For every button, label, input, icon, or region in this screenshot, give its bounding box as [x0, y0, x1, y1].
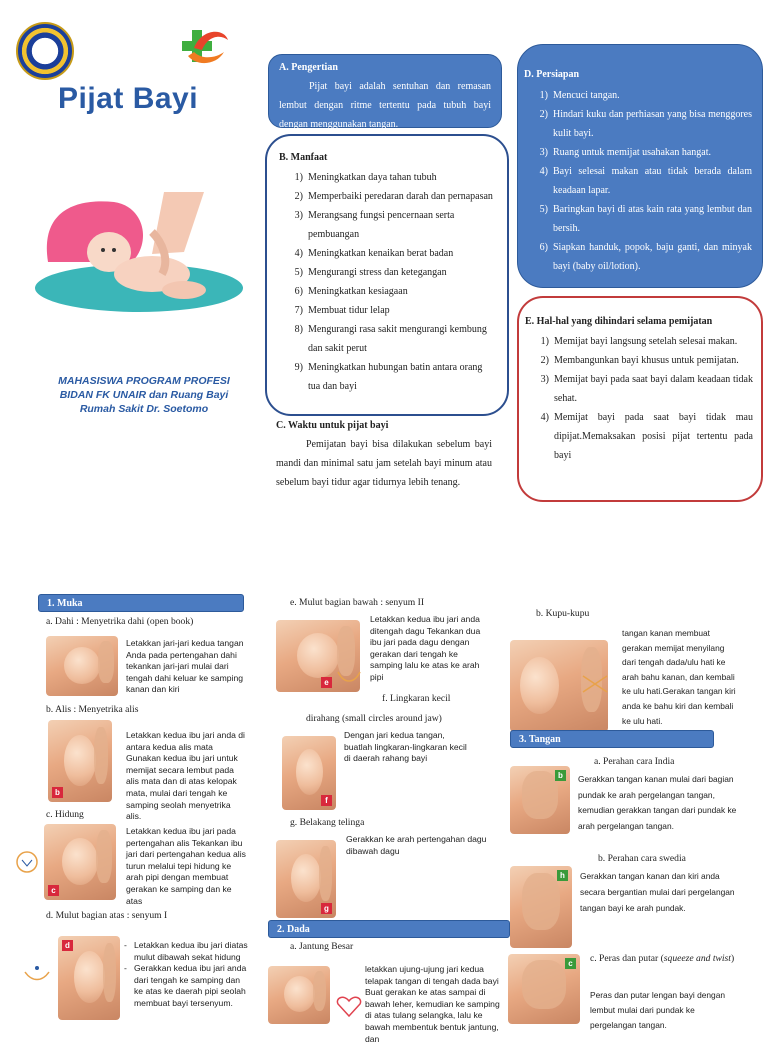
photo-hidung: c	[44, 824, 116, 900]
step-title-perahan-swedia: b. Perahan cara swedia	[598, 853, 686, 864]
step-title-senyum-2: e. Mulut bagian bawah : senyum II	[290, 597, 425, 608]
list-item: 2) Hindari kuku dan perhiasan yang bisa menggores kulit bayi.	[539, 109, 752, 139]
step-title-telinga: g. Belakang telinga	[290, 817, 365, 828]
step-text-peras-putar: Peras dan putar lengan bayi dengan lembut mulai dari pundak ke pergelangan tangan.	[590, 990, 726, 1030]
step-title-hidung: c. Hidung	[46, 809, 84, 820]
list-item: 7) Membuat tidur lelap	[294, 305, 390, 316]
step-title-lingkaran: f. Lingkaran kecil	[382, 693, 451, 704]
list-item: 1) Memijat bayi langsung setelah selesai makan.	[540, 336, 738, 347]
persiapan-list	[524, 86, 752, 276]
photo-perahan-swedia: h	[510, 866, 572, 948]
section-pengertian: A. Pengertian Pijat bayi adalah sentuhan dan remasan lembut dengan ritme tertentu pada tubuh bayi dengan menggunakan tangan.	[268, 54, 502, 128]
list-item: 1) Mencuci tangan.	[539, 90, 620, 101]
list-item: 6) Siapkan handuk, popok, baju ganti, dan minyak bayi (baby oil/lotion).	[539, 242, 752, 272]
list-item: 2) Membangunkan bayi khusus untuk pemijatan.	[540, 355, 739, 366]
mouth-diagram-icon	[22, 962, 52, 986]
step-text-perahan-swedia: Gerakkan tangan kanan dan kiri anda secara bergantian mulai dari pergelangan tangan bayi ke arah pundak.	[580, 871, 735, 913]
step-title-alis: b. Alis : Menyetrika alis	[46, 704, 139, 715]
photo-perahan-india: b	[510, 766, 570, 834]
photo-lingkaran: f	[282, 736, 336, 810]
photo-alis: b	[48, 720, 112, 802]
list-item: 3) Ruang untuk memijat usahakan hangat.	[539, 147, 712, 158]
page-title: Pijat Bayi	[58, 82, 199, 115]
step-text-dahi: Letakkan jari-jari kedua tangan Anda pada pertengahan dahi tekankan jari-jari mulai dari tengah dahi keluar ke samping kanan dan kiri	[126, 638, 244, 695]
face-diagram-icon	[12, 850, 42, 874]
step-text-senyum-2: Letakkan kedua ibu jari anda ditengah dagu Tekankan dua ibu jari pada dagu dengan gerakan dari tengah ke samping lalu ke atas ke arah pipi	[370, 614, 481, 682]
list-item: 5) Mengurangi stress dan ketegangan	[294, 267, 447, 278]
butterfly-diagram-icon	[580, 672, 610, 696]
photo-telinga: g	[276, 840, 336, 918]
list-item: 6) Meningkatkan kesiagaan	[294, 286, 408, 297]
section-bar-muka: 1. Muka	[38, 594, 244, 612]
step-title-lingkaran-2: dirahang (small circles around jaw)	[306, 713, 442, 724]
list-item: 4) Bayi selesai makan atau tidak berada dalam keadaan lapar.	[539, 166, 752, 196]
section-hal-dihindari: E. Hal-hal yang dihindari selama pemijatan 1) Memijat bayi langsung setelah selesai makan. 2) Membangunkan bayi khusus untuk pemijatan. 3) Memijat bayi pada saat bayi dalam keadaan tidak sehat. 4) Memijat bayi pada saat bayi tidak mau dipijat.Memaksakan posisi pijat tertentu pada bayi	[517, 296, 763, 502]
photo-peras-putar: c	[508, 954, 580, 1024]
photo-senyum-2: e	[276, 620, 360, 692]
heart-diagram-icon	[334, 994, 364, 1018]
university-seal-icon	[16, 22, 74, 80]
list-item: 3) Memijat bayi pada saat bayi dalam keadaan tidak sehat.	[540, 374, 753, 404]
step-text-jantung: letakkan ujung-ujung jari kedua telapak tangan di tengah dada bayi Buat gerakan ke atas sampai di bawah leher, kemudian ke samping di atas tulang selangka, lalu ke bawah membentuk bentuk jantung, dan	[365, 964, 500, 1044]
chin-diagram-icon	[334, 666, 364, 690]
step-text-alis: Letakkan kedua ibu jari anda di antara kedua alis mata Gunakan kedua ibu jari untuk memijat secara lembut pada alis mata dan di atas kelopak mata, mulai dari tengah ke samping seolah menyetrika alis.	[126, 730, 245, 822]
section-waktu: C. Waktu untuk pijat bayi Pemijatan bayi bisa dilakukan sebelum bayi mandi dan minimal satu jam setelah bayi minum atau sebelum bayi tidur agar tidurnya lebih tenang.	[276, 420, 492, 488]
list-item: 1) Meningkatkan daya tahan tubuh	[294, 172, 437, 183]
step-text-hidung: Letakkan kedua ibu jari pada pertengahan alis Tekankan ibu jari dari pertengahan kedua alis turun melalui tepi hidung ke arah pipi dengan membuat gerakan ke samping dan ke atas	[126, 826, 246, 906]
midwifery-logo-icon	[180, 26, 230, 70]
step-text-perahan-india: Gerakkan tangan kanan mulai dari bagian pundak ke arah pergelangan tangan, kemudian gerakkan tangan dari pundak ke arah pergelangan tangan.	[578, 774, 737, 831]
step-title-jantung: a. Jantung Besar	[290, 941, 354, 952]
list-item: 2) Memperbaiki peredaran darah dan pernapasan	[294, 191, 493, 202]
list-item: 3) Merangsang fungsi pencernaan serta pembuangan	[294, 210, 455, 240]
baby-massage-illustration	[34, 192, 244, 320]
step-title-kupu-kupu: b. Kupu-kupu	[536, 608, 590, 619]
section-manfaat: B. Manfaat 1) Meningkatkan daya tahan tubuh 2) Memperbaiki peredaran darah dan pernapasan 3) Merangsang fungsi pencernaan serta pembuangan 4) Meningkatkan kenaikan berat badan 5) Mengurangi stress dan ketegangan 6) Meningkatkan kesiagaan 7) Membuat tidur lelap 8) Mengurangi rasa sakit mengurangi kembung dan sakit perut 9) Meningkatkan hubungan batin antara orang tua dan bayi	[265, 134, 509, 416]
step-title-perahan-india: a. Perahan cara India	[594, 756, 675, 767]
section-persiapan: D. Persiapan 1) Mencuci tangan. 2) Hindari kuku dan perhiasan yang bisa menggores kulit bayi. 3) Ruang untuk memijat usahakan hangat. 4) Bayi selesai makan atau tidak berada dalam keadaan lapar. 5) Baringkan bayi di atas kain rata yang lembut dan bersih. 6) Siapkan handuk, popok, baju ganti, dan minyak bayi (baby oil/lotion).	[517, 44, 763, 288]
step-text-telinga: Gerakkan ke arah pertengahan dagu dibawah dagu	[346, 834, 487, 856]
organization-caption: MAHASISWA PROGRAM PROFESI BIDAN FK UNAIR dan Ruang Bayi Rumah Sakit Dr. Soetomo	[58, 375, 230, 415]
step-title-peras-putar: c. Peras dan putar (squeeze and twist)	[590, 953, 735, 964]
list-item: 5) Baringkan bayi di atas kain rata yang lembut dan bersih.	[539, 204, 752, 234]
list-item: 8) Mengurangi rasa sakit mengurangi kembung dan sakit perut	[294, 324, 487, 354]
photo-senyum-1: d	[58, 936, 120, 1020]
manfaat-list	[279, 168, 495, 396]
photo-jantung	[268, 966, 330, 1024]
dihindari-list	[525, 332, 753, 465]
list-item: 4) Meningkatkan kenaikan berat badan	[294, 248, 454, 259]
step-title-dahi: a. Dahi : Menyetrika dahi (open book)	[46, 616, 194, 627]
list-item: 4) Memijat bayi pada saat bayi tidak mau dipijat.Memaksakan posisi pijat tertentu pada bayi	[540, 412, 753, 461]
step-text-kupu-kupu: tangan kanan membuat gerakan memijat menyilang dari tengah dada/ulu hati ke arah bahu kanan, dan kembali ke ulu hati.Gerakan tangan kiri anda ke bahu kiri dan kembali ke ulu hati.	[622, 628, 736, 726]
section-bar-dada: 2. Dada	[268, 920, 510, 938]
section-bar-tangan: 3. Tangan	[510, 730, 714, 748]
step-title-senyum-1: d. Mulut bagian atas : senyum I	[46, 910, 168, 921]
photo-dahi	[46, 636, 118, 696]
step-text-lingkaran: Dengan jari kedua tangan, buatlah lingkaran-lingkaran kecil di daerah rahang bayi	[344, 730, 467, 764]
step-text-senyum-1: - Letakkan kedua ibu jari diatas mulut dibawah sekat hidung - Gerakkan kedua ibu jari anda dari tengah ke samping dan ke atas ke daerah pipi seolah membuat bayi tersenyum.	[124, 940, 248, 1008]
list-item: 9) Meningkatkan hubungan batin antara orang tua dan bayi	[294, 362, 483, 392]
